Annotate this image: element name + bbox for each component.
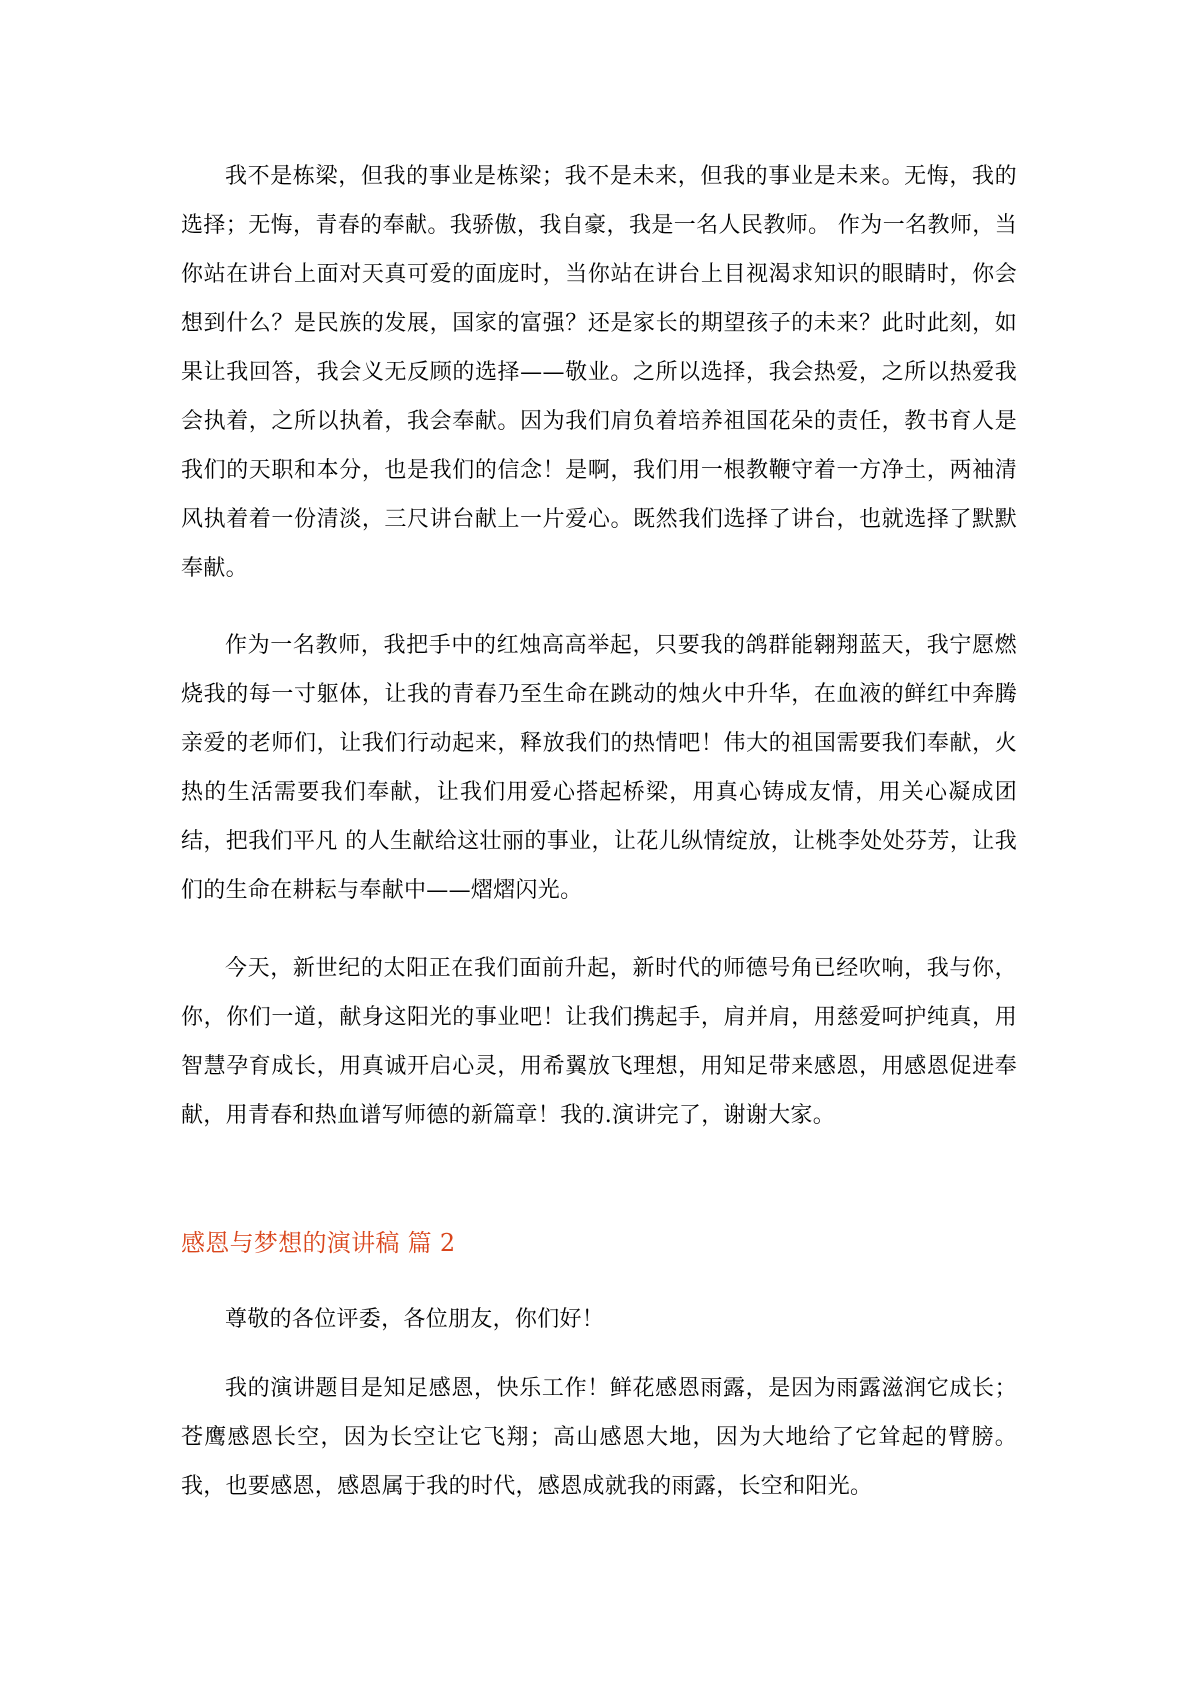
body-paragraph: 今天，新世纪的太阳正在我们面前升起，新时代的师德号角已经吹响，我与你，你，你们一道，献身这阳光的事业吧！让我们携起手，肩并肩，用慈爱呵护纯真，用智慧孕育成长，用真诚开启心灵，用希翼放飞理想，用知足带来感恩，用感恩促进奉献，用青春和热血谱写师德的新篇章！我的.演讲完了，谢谢大家。 — [181, 956, 1017, 1128]
body-paragraph: 作为一名教师，我把手中的红烛高高举起，只要我的鸽群能翱翔蓝天，我宁愿燃烧我的每一寸躯体，让我的青春乃至生命在跳动的烛火中升华，在血液的鲜红中奔腾亲爱的老师们，让我们行动起来，释放我们的热情吧！伟大的祖国需要我们奉献，火热的生活需要我们奉献，让我们用爱心搭起桥梁，用真心铸成友情，用关心凝成团结，把我们平凡 的人生献给这壮丽的事业，让花儿纵情绽放，让桃李处处芬芳，让我们的生命在耕耘与奉献中——熠熠闪光。 — [181, 633, 1017, 903]
section-heading: 感恩与梦想的演讲稿 篇 2 — [181, 1229, 456, 1257]
body-paragraph: 我的演讲题目是知足感恩，快乐工作！鲜花感恩雨露，是因为雨露滋润它成长；苍鹰感恩长空，因为长空让它飞翔；高山感恩大地，因为大地给了它耸起的臂膀。我，也要感恩，感恩属于我的时代，感恩成就我的雨露，长空和阳光。 — [181, 1376, 1017, 1499]
document-body — [181, 152, 1017, 1511]
greeting-paragraph: 尊敬的各位评委，各位朋友，你们好！ — [225, 1307, 605, 1332]
body-paragraph: 我不是栋梁，但我的事业是栋梁；我不是未来，但我的事业是未来。无悔，我的选择；无悔，青春的奉献。我骄傲，我自豪，我是一名人民教师。 作为一名教师，当你站在讲台上面对天真可爱的面庞时，当你站在讲台上目视渴求知识的眼睛时，你会想到什么？是民族的发展，国家的富强？还是家长的期望孩子的未来？此时此刻，如果让我回答，我会义无反顾的选择——敬业。之所以选择，我会热爱，之所以热爱我会执着，之所以执着，我会奉献。因为我们肩负着培养祖国花朵的责任，教书育人是我们的天职和本分，也是我们的信念！是啊，我们用一根教鞭守着一方净土，两袖清风执着着一份清淡，三尺讲台献上一片爱心。既然我们选择了讲台，也就选择了默默奉献。 — [181, 164, 1017, 581]
